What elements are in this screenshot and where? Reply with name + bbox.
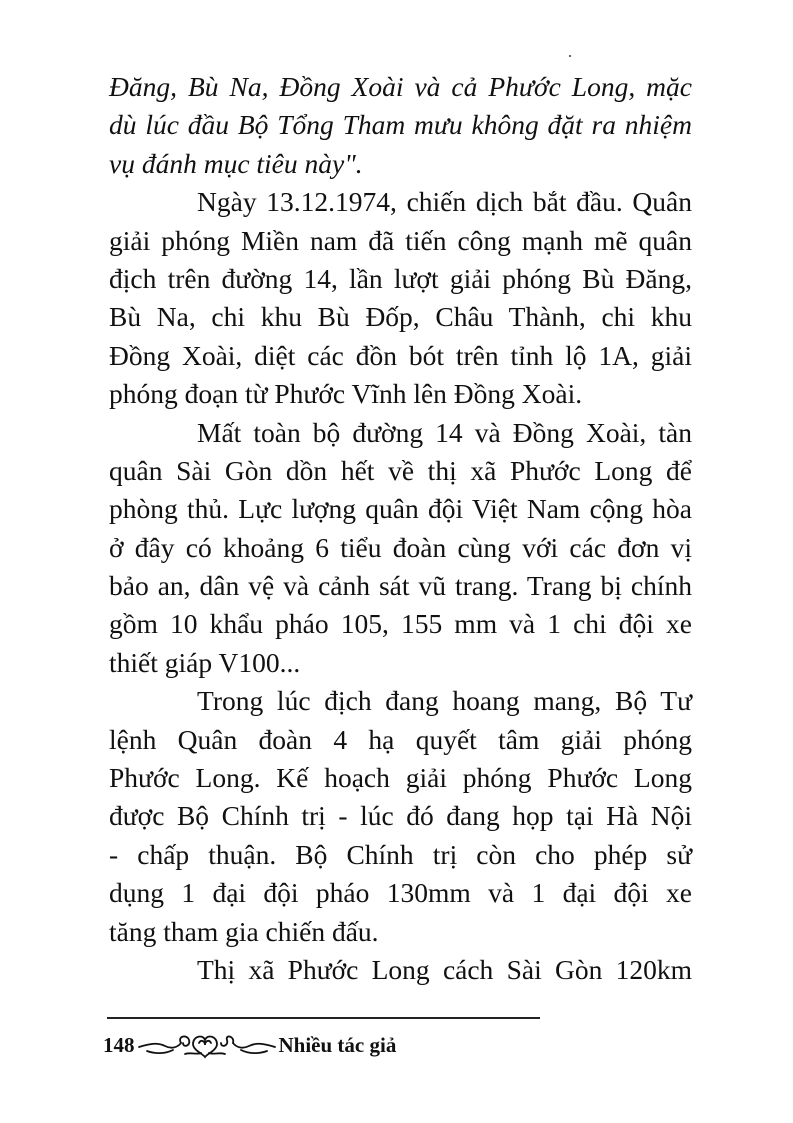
body-line: địch trên đường 14, lần lượt giải phóng Bù Đăng, (109, 262, 692, 294)
body-line: Đăng, Bù Na, Đồng Xoài và cả Phước Long, mặc (109, 71, 692, 102)
body-line: quân Sài Gòn dồn hết về thị xã Phước Long để (109, 454, 692, 486)
body-line: phóng đoạn từ Phước Vĩnh lên Đồng Xoài. (109, 378, 583, 410)
body-line: Ngày 13.12.1974, chiến dịch bắt đầu. Quân (197, 186, 692, 218)
running-title: Nhiều tác giả (278, 1032, 397, 1057)
body-line: Thị xã Phước Long cách Sài Gòn 120km (197, 953, 692, 985)
body-line: ở đây có khoảng 6 tiểu đoàn cùng với các đơn vị (109, 531, 692, 563)
body-line: bảo an, dân vệ và cảnh sát vũ trang. Trang bị chính (109, 570, 692, 602)
body-line: lệnh Quân đoàn 4 hạ quyết tâm giải phóng (109, 723, 692, 755)
body-line: Mất toàn bộ đường 14 và Đồng Xoài, tàn (197, 416, 692, 448)
body-line: gồm 10 khẩu pháo 105, 155 mm và 1 chi đội xe (109, 608, 692, 640)
body-line: Đồng Xoài, diệt các đồn bót trên tỉnh lộ 1A, giải (109, 339, 692, 371)
body-line: Phước Long. Kế hoạch giải phóng Phước Long (109, 762, 692, 794)
body-line: thiết giáp V100... (109, 646, 301, 678)
body-line: Bù Na, chi khu Bù Đốp, Châu Thành, chi khu (109, 301, 692, 333)
body-line: giải phóng Miền nam đã tiến công mạnh mẽ quân (109, 224, 692, 256)
flourish-ornament-icon (137, 1030, 277, 1060)
body-line: vụ đánh mục tiêu này". (109, 147, 363, 179)
page-footer (103, 1027, 396, 1063)
scan-speck (569, 55, 571, 57)
footer-rule (107, 1017, 540, 1019)
body-line: tăng tham gia chiến đấu. (109, 915, 379, 947)
body-line: dù lúc đầu Bộ Tổng Tham mưu không đặt ra nhiệm (109, 109, 692, 141)
body-line: được Bộ Chính trị - lúc đó đang họp tại Hà Nội (109, 800, 692, 832)
body-line: - chấp thuận. Bộ Chính trị còn cho phép sử (109, 838, 692, 870)
page-body (109, 68, 692, 989)
body-line: dụng 1 đại đội pháo 130mm và 1 đại đội xe (109, 877, 692, 909)
body-line: phòng thủ. Lực lượng quân đội Việt Nam cộng hòa (109, 493, 692, 525)
body-line: Trong lúc địch đang hoang mang, Bộ Tư (197, 685, 692, 717)
page-number: 148 (103, 1032, 135, 1057)
